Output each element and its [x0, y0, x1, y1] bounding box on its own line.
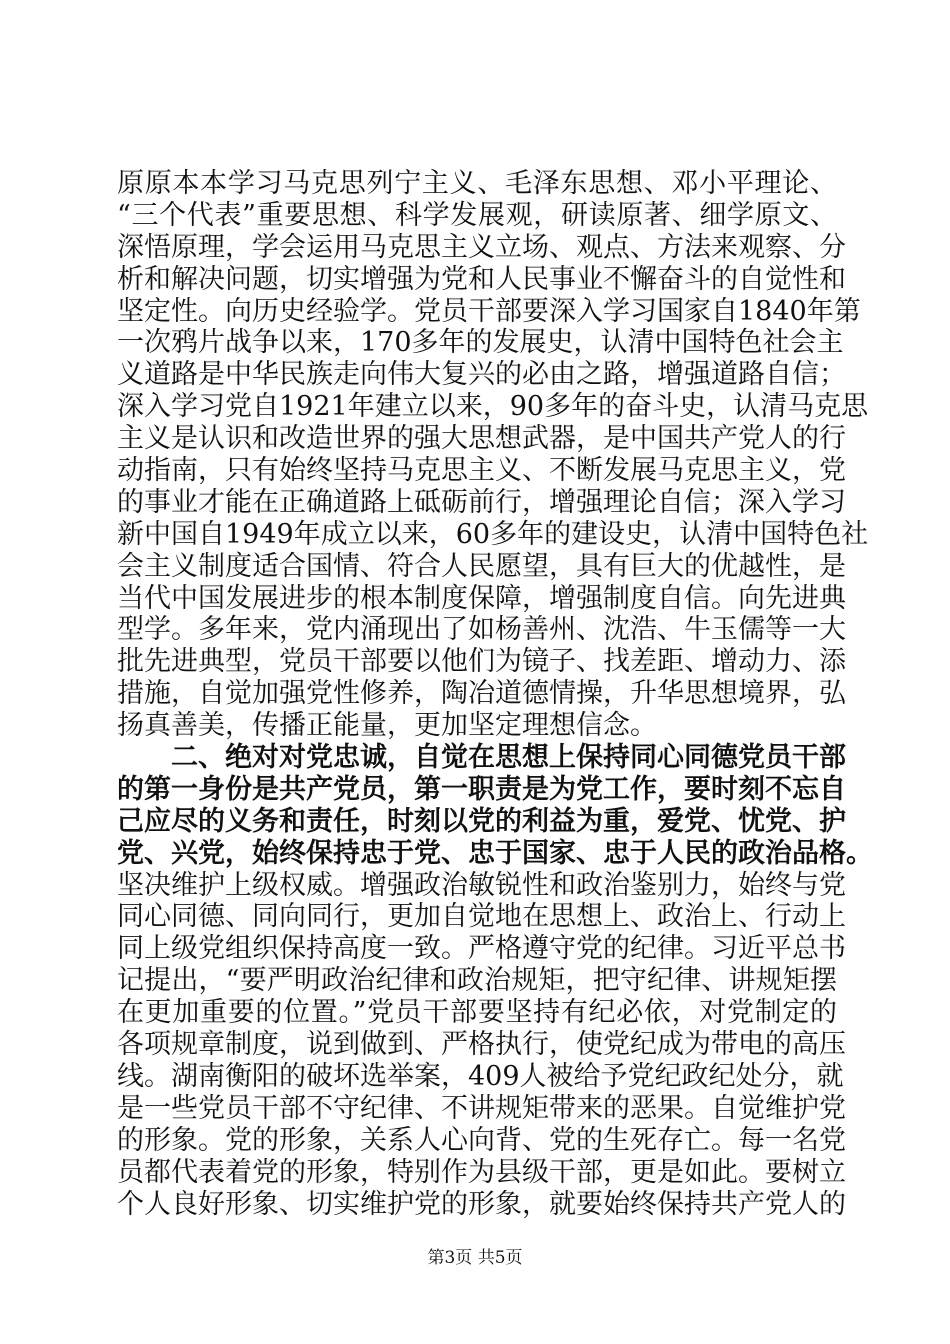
text-line: 是一些党员干部不守纪律、不讲规矩带来的恶果。自觉维护党: [117, 1092, 846, 1124]
page-number-footer: 第3页 共5页: [427, 1248, 523, 1268]
text-line: 坚决维护上级权威。增强政治敏锐性和政治鉴别力，始终与党: [117, 869, 846, 901]
text-line: 新中国自1949年成立以来，60多年的建设史，认清中国特色社: [117, 518, 869, 550]
text-line: 个人良好形象、切实维护党的形象，就要始终保持共产党人的: [117, 1188, 846, 1220]
text-line: 党、兴党，始终保持忠于党、忠于国家、忠于人民的政治品格。: [117, 837, 873, 869]
text-line: 在更加重要的位置。”党员干部要坚持有纪必依，对党制定的: [117, 997, 837, 1029]
text-line: 己应尽的义务和责任，时刻以党的利益为重，爱党、忧党、护: [117, 805, 846, 837]
text-line: 措施，自觉加强党性修养，陶冶道德情操，升华思想境界，弘: [117, 678, 846, 710]
text-line: 同心同德、同向同行，更加自觉地在思想上、政治上、行动上: [117, 901, 846, 933]
text-line: 记提出，“要严明政治纪律和政治规矩，把守纪律、讲规矩摆: [117, 965, 837, 997]
body-text: [117, 168, 873, 1220]
text-line: 动指南，只有始终坚持马克思主义、不断发展马克思主义，党: [117, 455, 846, 487]
paragraph-study: [117, 168, 869, 742]
text-line: 员都代表着党的形象，特别作为县级干部，更是如此。要树立: [117, 1156, 846, 1188]
text-line: 扬真善美，传播正能量，更加坚定理想信念。: [117, 710, 657, 742]
text-line: 当代中国发展进步的根本制度保障，增强制度自信。向先进典: [117, 582, 846, 614]
text-line: 一次鸦片战争以来，170多年的发展史，认清中国特色社会主: [117, 327, 844, 359]
text-line: 的第一身份是共产党员，第一职责是为党工作，要时刻不忘自: [117, 773, 846, 805]
text-line: 深入学习党自1921年建立以来，90多年的奋斗史，认清马克思: [117, 391, 869, 423]
paragraph-discipline: [117, 869, 846, 1221]
text-line: 线。湖南衡阳的破坏选举案，409人被给予党纪政纪处分，就: [117, 1060, 844, 1092]
text-line: 义道路是中华民族走向伟大复兴的必由之路，增强道路自信；: [117, 359, 846, 391]
text-line: 析和解决问题，切实增强为党和人民事业不懈奋斗的自觉性和: [117, 263, 846, 295]
text-line: 批先进典型，党员干部要以他们为镜子、找差距、增动力、添: [117, 646, 846, 678]
text-line: 二、绝对对党忠诚，自觉在思想上保持同心同德党员干部: [171, 742, 846, 774]
text-line: 坚定性。向历史经验学。党员干部要深入学习国家自1840年第: [117, 295, 861, 327]
text-line: 型学。多年来，党内涌现出了如杨善州、沈浩、牛玉儒等一大: [117, 614, 846, 646]
text-line: 主义是认识和改造世界的强大思想武器，是中国共产党人的行: [117, 423, 846, 455]
text-line: 同上级党组织保持高度一致。严格遵守党的纪律。习近平总书: [117, 933, 846, 965]
text-line: 会主义制度适合国情、符合人民愿望，具有巨大的优越性，是: [117, 550, 846, 582]
text-line: 的事业才能在正确道路上砥砺前行，增强理论自信；深入学习: [117, 486, 846, 518]
section-heading-loyalty: [117, 742, 873, 870]
text-line: 原原本本学习马克思列宁主义、毛泽东思想、邓小平理论、: [117, 168, 837, 199]
text-line: “三个代表”重要思想、科学发展观，研读原著、细学原文、: [117, 199, 837, 231]
text-line: 的形象。党的形象，关系人心向背、党的生死存亡。每一名党: [117, 1124, 846, 1156]
text-line: 深悟原理，学会运用马克思主义立场、观点、方法来观察、分: [117, 231, 846, 263]
text-line: 各项规章制度，说到做到、严格执行，使党纪成为带电的高压: [117, 1029, 846, 1061]
